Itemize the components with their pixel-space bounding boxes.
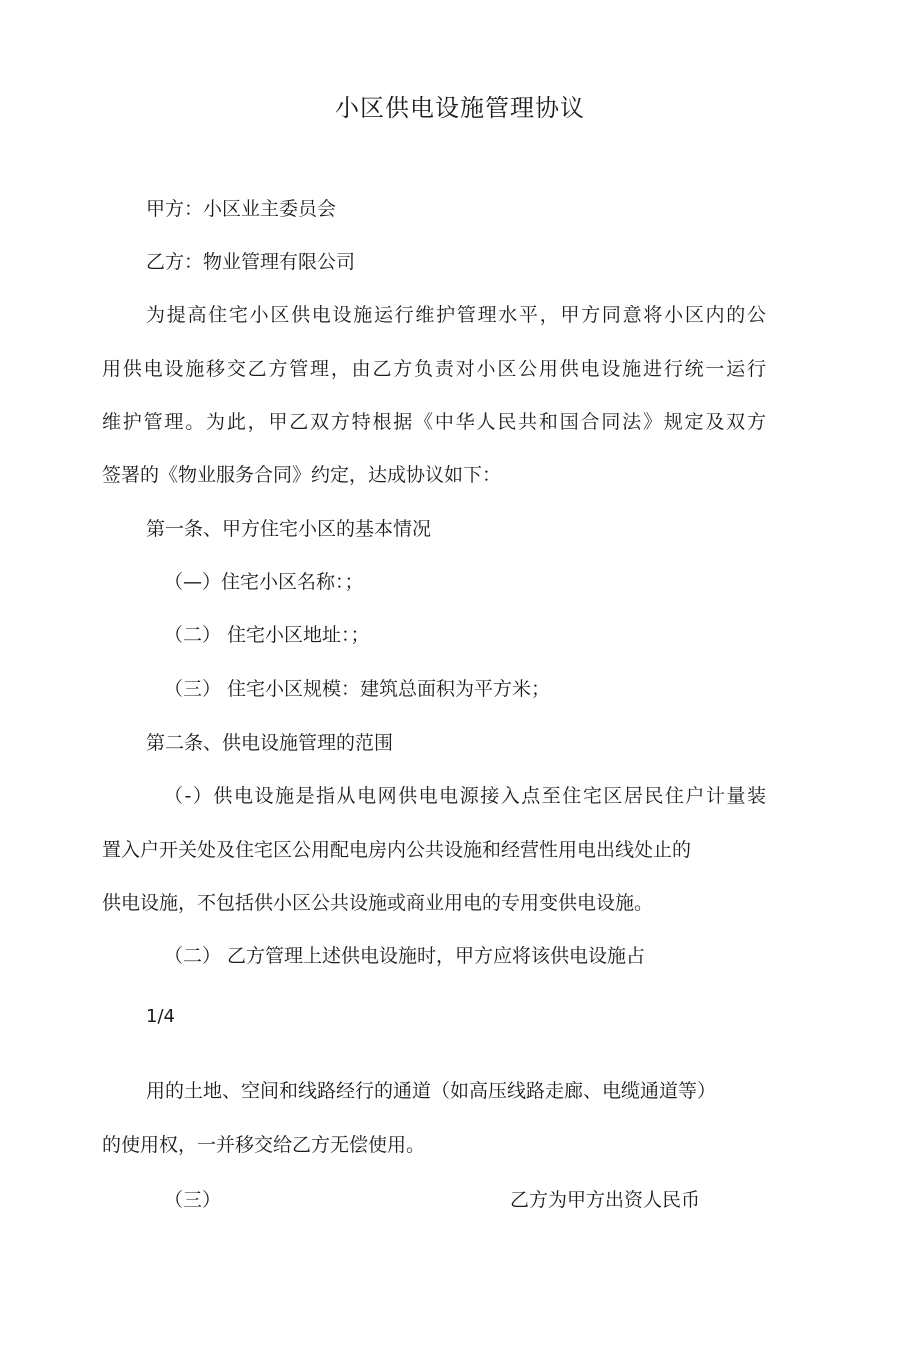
article1-item-1: （—）住宅小区名称：； (164, 571, 364, 593)
article2-item1-line-3: 供电设施，不包括供小区公共设施或商业用电的专用变供电设施。 (102, 892, 654, 914)
intro-line-3: 维护管理。为此，甲乙双方特根据《中华人民共和国合同法》规定及双方 (102, 411, 766, 433)
article1-item-2: （二） 住宅小区地址：； (164, 624, 370, 646)
party-a: 甲方：小区业主委员会 (146, 198, 337, 220)
intro-line-2: 用供电设施移交乙方管理，由乙方负责对小区公用供电设施进行统一运行 (102, 358, 766, 380)
article1-heading: 第一条、甲方住宅小区的基本情况 (146, 518, 432, 540)
article2-item2-line-2: 用的土地、空间和线路经行的通道（如高压线路走廊、电缆通道等） (146, 1080, 717, 1102)
article2-item1-line-1: （-）供电设施是指从电网供电电源接入点至住宅区居民住户计量装 (164, 785, 766, 807)
article2-item2-line-1: （二） 乙方管理上述供电设施时，甲方应将该供电设施占 (164, 945, 646, 967)
article2-item1-line-2: 置入户开关处及住宅区公用配电房内公共设施和经营性用电出线处止的 (102, 839, 692, 861)
article2-item2-line-3: 的使用权，一并移交给乙方无偿使用。 (102, 1134, 426, 1156)
article2-item3-text: 乙方为甲方出资人民币 (510, 1189, 701, 1211)
page-number: 1/4 (146, 1006, 175, 1027)
document-title: 小区供电设施管理协议 (335, 94, 585, 122)
article2-heading: 第二条、供电设施管理的范围 (146, 732, 394, 754)
intro-line-1: 为提高住宅小区供电设施运行维护管理水平，甲方同意将小区内的公 (146, 304, 766, 326)
article1-item-3: （三） 住宅小区规模：建筑总面积为平方米； (164, 678, 551, 700)
article2-item3-label: （三） (164, 1189, 222, 1211)
intro-line-4: 签署的《物业服务合同》约定，达成协议如下： (102, 464, 502, 486)
party-b: 乙方：物业管理有限公司 (146, 251, 356, 273)
